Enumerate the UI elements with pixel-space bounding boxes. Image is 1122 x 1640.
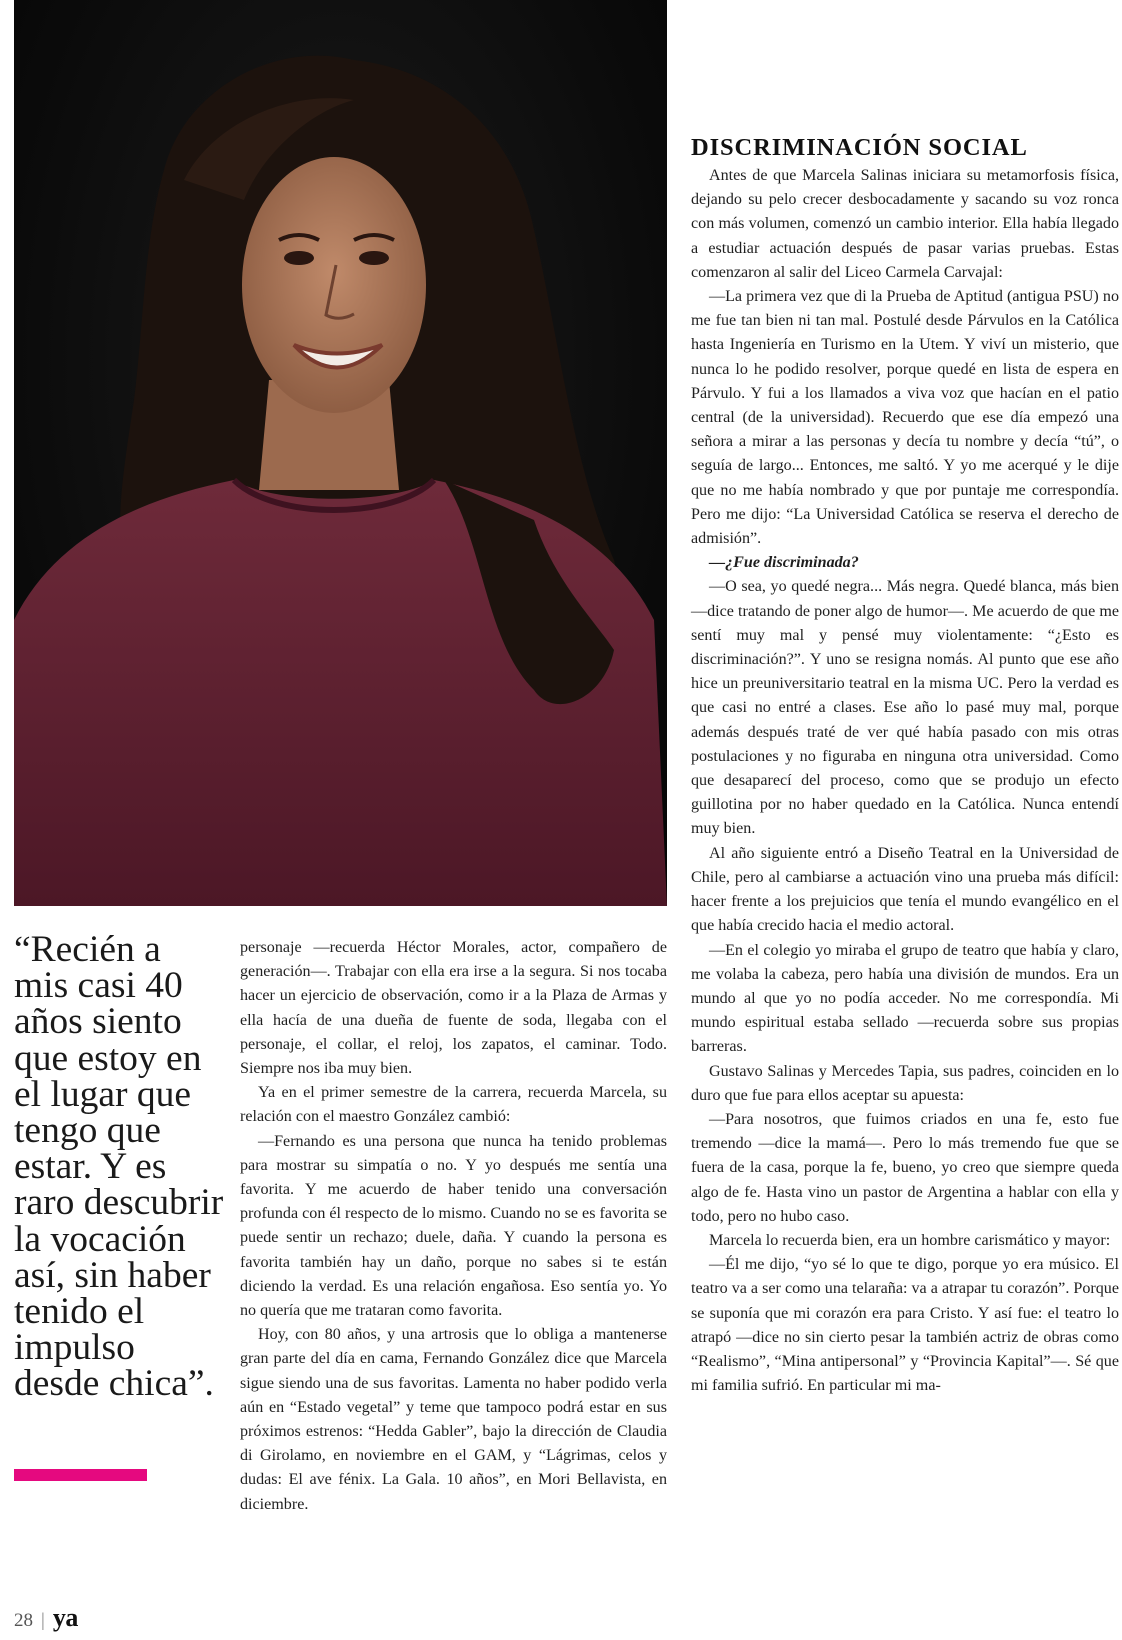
article-column-middle [240, 936, 667, 1517]
paragraph: Hoy, con 80 años, y una artrosis que lo obliga a mantenerse gran parte del día en cama, Fernando González dice que Marcela sigue siendo una de sus favoritas. Lamenta no haber podido verla aún en “Estado vegetal” y teme que tampoco podrá estar en sus próximos estrenos: “Hedda Gabler”, bajo la dirección de Claudia di Girolamo, en noviembre en el GAM, y “Lágrimas, celos y dudas: El ave fénix. La Gala. 10 años”, en Mori Bellavista, en diciembre. [240, 1326, 667, 1513]
paragraph: —En el colegio yo miraba el grupo de teatro que había y claro, me volaba la cabeza, pero había una división de mundos. Era un mundo al que yo no podía acceder. No me correspondía. Mi mundo espiritual estaba sellado —recuerda sobre sus propias barreras. [691, 941, 1119, 1056]
article-column-right [691, 133, 1119, 1398]
paragraph: —Para nosotros, que fuimos criados en una fe, esto fue tremendo —dice la mamá—. Pero lo más tremendo fue que se fuera de la casa, porque la fe, bueno, yo creo que siempre queda algo de fe. Hasta vino un pastor de Argentina a hablar con ella y todo, pero no hubo caso. [691, 1110, 1119, 1225]
paragraph: Ya en el primer semestre de la carrera, recuerda Marcela, su relación con el maestro González cambió: [240, 1084, 667, 1126]
paragraph: —O sea, yo quedé negra... Más negra. Quedé blanca, más bien —dice tratando de poner algo de humor—. Me acuerdo de que me sentí muy mal y pensé muy violentamente: “¿Esto es discriminación?”. Y uno se resigna nomás. Al punto que ese año hice un preuniversitario teatral en la misma UC. Pero la verdad es que casi no entré a clases. Ese año lo pasé muy mal, porque además después traté de ver qué había pasado con mis otras postulaciones y no figuraba en ninguna otra universidad. Como que desaparecí del proceso, como que se produjo un efecto guillotina por no haber quedado en la Católica. Nunca entendí muy bien. [691, 578, 1119, 838]
pull-quote: “Recién a mis casi 40 años siento que estoy en el lugar que tengo que estar. Y es raro descubrir la vocación así, sin haber tenido el impulso desde chica”. [14, 929, 224, 1405]
section-heading: DISCRIMINACIÓN SOCIAL [691, 134, 1028, 161]
interview-question: —¿Fue discriminada? [709, 554, 859, 572]
paragraph: Gustavo Salinas y Mercedes Tapia, sus padres, coinciden en lo duro que fue para ellos aceptar su apuesta: [691, 1062, 1119, 1104]
paragraph: Antes de que Marcela Salinas iniciara su metamorfosis física, dejando su pelo crecer desbocadamente y sacando su voz ronca con más volumen, comenzó un cambio interior. Ella había llegado a estudiar actuación después de pasar varias pruebas. Estas comenzaron al salir del Liceo Carmela Carvajal: [691, 167, 1119, 281]
paragraph: —La primera vez que di la Prueba de Aptitud (antigua PSU) no me fue tan bien ni tan mal. Postulé desde Párvulos en la Católica hasta Ingeniería en Turismo en la Utem. Y viví un misterio, que nunca lo he podido resolver, porque quedé en lista de espera en Párvulo. Y fui a los llamados a viva voz que hacían en el patio central (de la universidad). Recuerdo que ese día empezó una señora a mirar a las personas y decía tu nombre y decía “tú”, o seguía de largo... Entonces, me saltó. Y yo me acerqué y le dije que no me había nombrado y que por puntaje me correspondía. Pero me dijo: “La Universidad Católica se reserva el derecho de admisión”. [691, 288, 1119, 548]
paragraph: personaje —recuerda Héctor Morales, actor, compañero de generación—. Trabajar con ella era irse a la segura. Si nos tocaba hacer un ejercicio de observación, como ir a la Plaza de Armas y ella hacía de una dueña de fuente de soda, llegaba con el personaje, el collar, el reloj, los zapatos, el caminar. Todo. Siempre nos iba muy bien. [240, 939, 667, 1078]
paragraph: —Fernando es una persona que nunca ha tenido problemas para mostrar su simpatía o no. Y yo después me sentía una favorita. Y me acuerdo de haber tenido una conversación profunda con él respecto de lo mismo. Cuando no se es favorita se puede sentir un rechazo; duele, daña. Y cuando la persona es favorita también hay un daño, porque no sabes si te están diciendo la verdad. Es una relación engañosa. Eso sentía yo. Yo no quería que me trataran como favorita. [240, 1132, 667, 1320]
pull-quote-accent-bar [14, 1469, 147, 1481]
paragraph: Al año siguiente entró a Diseño Teatral en la Universidad de Chile, pero al cambiarse a actuación vino una prueba más difícil: hacer frente a los prejuicios que tenía el mundo evangélico en el que había crecido hacia el medio actoral. [691, 844, 1119, 935]
magazine-logo: ya [52, 1603, 78, 1632]
page-footer [14, 1603, 78, 1633]
footer-separator: | [41, 1610, 45, 1631]
portrait-photo [14, 0, 667, 906]
paragraph: Marcela lo recuerda bien, era un hombre carismático y mayor: [709, 1231, 1111, 1249]
page-number: 28 [14, 1610, 33, 1631]
portrait-illustration [14, 0, 667, 906]
paragraph: —Él me dijo, “yo sé lo que te digo, porque yo era músico. El teatro va a ser como una telaraña: va a atrapar tu corazón”. Porque se suponía que mi corazón era para Cristo. Y así fue: el teatro lo atrapó —dice no sin cierto pesar la también actriz de obras como “Realismo”, “Mina antipersonal” y “Provincia Kapital”—. Sé que mi familia sufrió. En particular mi ma- [691, 1256, 1119, 1395]
